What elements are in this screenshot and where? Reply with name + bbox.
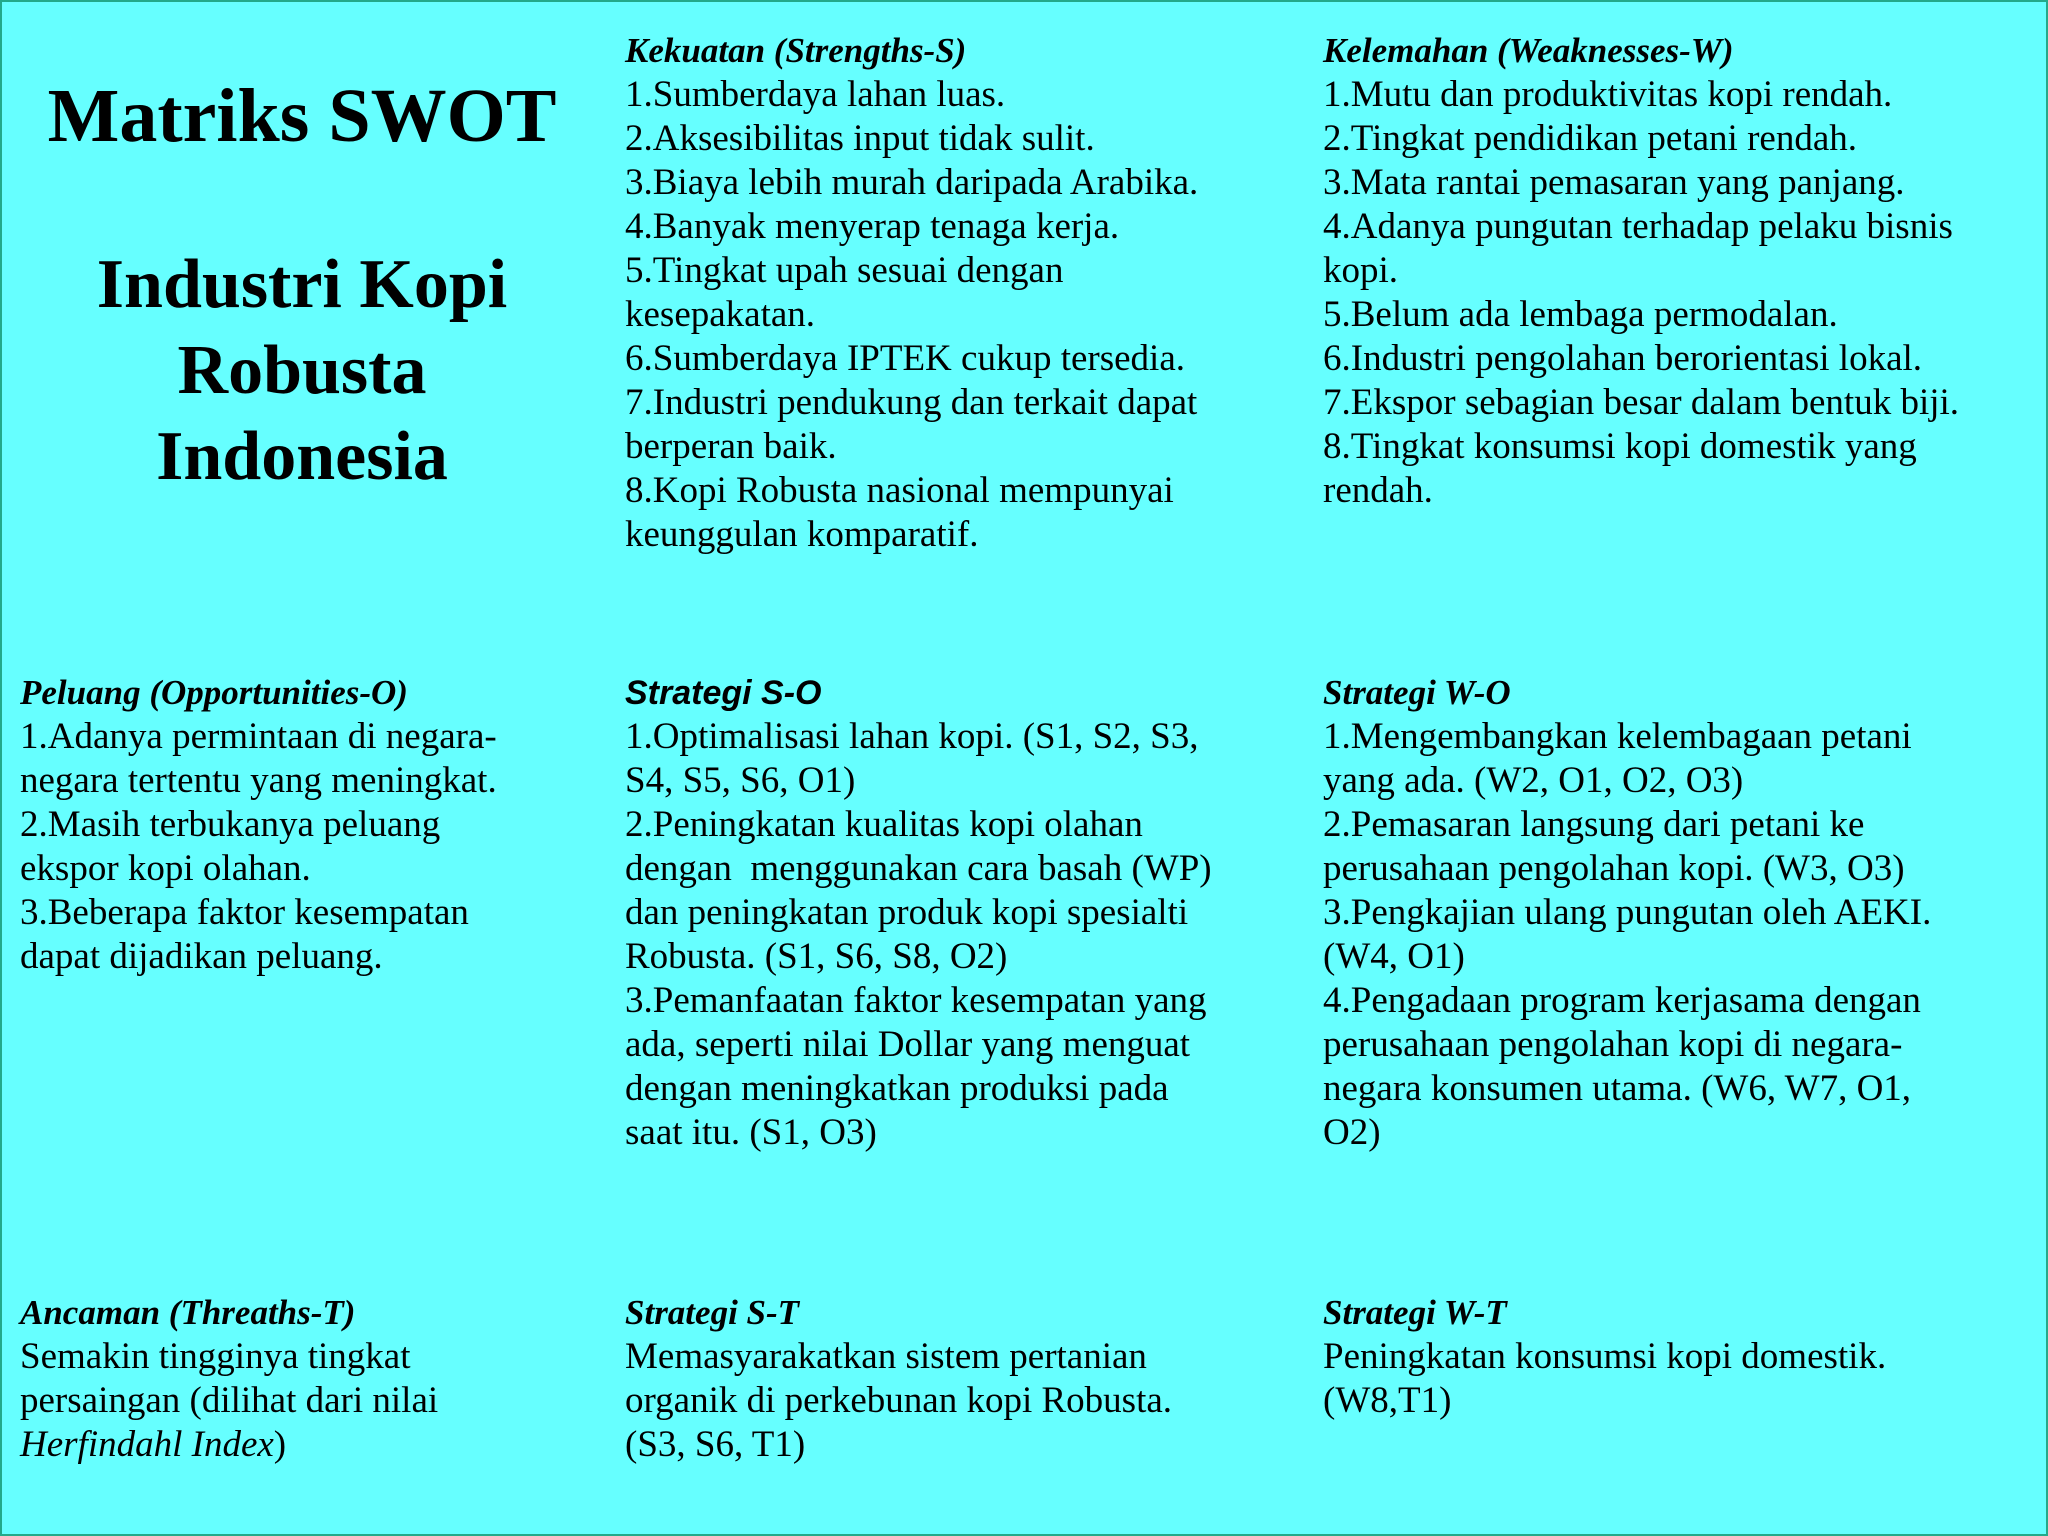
herfindahl-term: Herfindahl Index — [20, 1424, 274, 1465]
strategy-so-item: 2.Peningkatan kualitas kopi olahan — [625, 804, 1143, 845]
threat-item-last — [20, 1423, 600, 1467]
threats-cell — [20, 1293, 600, 1467]
matrix-subtitle — [14, 242, 590, 500]
strategy-so-item: ada, seperti nilai Dollar yang menguat — [625, 1024, 1191, 1065]
weakness-item: 6.Industri pengolahan berorientasi lokal. — [1323, 338, 1923, 379]
opportunity-item: 2.Masih terbukanya peluang — [20, 804, 441, 845]
strategy-wt-cell — [1323, 1293, 2038, 1423]
subtitle-line: Indonesia — [156, 418, 448, 495]
opportunities-heading: Peluang (Opportunities-O) — [20, 673, 408, 712]
threat-item: Semakin tingginya tingkat — [20, 1336, 411, 1377]
weakness-item: 1.Mutu dan produktivitas kopi rendah. — [1323, 74, 1893, 115]
strengths-cell — [625, 31, 1285, 557]
opportunity-item: dapat dijadikan peluang. — [20, 936, 383, 977]
strengths-heading: Kekuatan (Strengths-S) — [625, 31, 967, 70]
strategy-st-heading: Strategi S-T — [625, 1293, 800, 1332]
strategy-so-item: 1.Optimalisasi lahan kopi. (S1, S2, S3, — [625, 716, 1199, 757]
strategy-st-item: organik di perkebunan kopi Robusta. — [625, 1380, 1173, 1421]
opportunity-item: 3.Beberapa faktor kesempatan — [20, 892, 469, 933]
opportunity-item: negara tertentu yang meningkat. — [20, 760, 497, 801]
strength-item: 5.Tingkat upah sesuai dengan — [625, 250, 1064, 291]
matrix-title: Matriks SWOT — [47, 74, 557, 158]
opportunities-cell — [20, 673, 600, 979]
opportunity-item: 1.Adanya permintaan di negara- — [20, 716, 497, 757]
weakness-item: kopi. — [1323, 250, 1399, 291]
strategy-wo-item: 2.Pemasaran langsung dari petani ke — [1323, 804, 1865, 845]
strategy-wo-item: O2) — [1323, 1112, 1381, 1153]
weakness-item: 2.Tingkat pendidikan petani rendah. — [1323, 118, 1858, 159]
strategy-so-item: dan peningkatan produk kopi spesialti — [625, 892, 1189, 933]
strength-item: 2.Aksesibilitas input tidak sulit. — [625, 118, 1095, 159]
strategy-so-cell — [625, 673, 1305, 1155]
strategy-so-item: 3.Pemanfaatan faktor kesempatan yang — [625, 980, 1207, 1021]
strategy-so-item: S4, S5, S6, O1) — [625, 760, 856, 801]
strategy-so-item: Robusta. (S1, S6, S8, O2) — [625, 936, 1008, 977]
weakness-item: 7.Ekspor sebagian besar dalam bentuk biji. — [1323, 382, 1960, 423]
strength-item: 7.Industri pendukung dan terkait dapat — [625, 382, 1198, 423]
threat-item: persaingan (dilihat dari nilai — [20, 1380, 439, 1421]
strategy-wt-item: (W8,T1) — [1323, 1380, 1452, 1421]
strategy-wo-item: perusahaan pengolahan kopi. (W3, O3) — [1323, 848, 1905, 889]
strategy-wo-item: 3.Pengkajian ulang pungutan oleh AEKI. — [1323, 892, 1932, 933]
strength-item: kesepakatan. — [625, 294, 816, 335]
strategy-wo-item: 4.Pengadaan program kerjasama dengan — [1323, 980, 1921, 1021]
strategy-st-cell — [625, 1293, 1305, 1467]
opportunity-item: ekspor kopi olahan. — [20, 848, 311, 889]
strategy-wo-item: negara konsumen utama. (W6, W7, O1, — [1323, 1068, 1912, 1109]
strategy-so-item: dengan menggunakan cara basah (WP) — [625, 848, 1212, 889]
strategy-wt-item: Peningkatan konsumsi kopi domestik. — [1323, 1336, 1887, 1377]
weakness-item: 4.Adanya pungutan terhadap pelaku bisnis — [1323, 206, 1953, 247]
strategy-so-item: saat itu. (S1, O3) — [625, 1112, 877, 1153]
strategy-wo-item: yang ada. (W2, O1, O2, O3) — [1323, 760, 1744, 801]
threats-heading: Ancaman (Threaths-T) — [20, 1293, 356, 1332]
weaknesses-heading: Kelemahan (Weaknesses-W) — [1323, 31, 1734, 70]
strategy-so-heading: Strategi S-O — [625, 674, 822, 712]
strategy-wo-item: perusahaan pengolahan kopi di negara- — [1323, 1024, 1903, 1065]
strategy-wo-item: 1.Mengembangkan kelembagaan petani — [1323, 716, 1912, 757]
strength-item: 8.Kopi Robusta nasional mempunyai — [625, 470, 1174, 511]
strategy-wt-heading: Strategi W-T — [1323, 1293, 1507, 1332]
title-block — [14, 72, 590, 500]
strength-item: berperan baik. — [625, 426, 837, 467]
weakness-item: rendah. — [1323, 470, 1433, 511]
strategy-wo-item: (W4, O1) — [1323, 936, 1465, 977]
threat-closing: ) — [273, 1424, 287, 1465]
strength-item: 4.Banyak menyerap tenaga kerja. — [625, 206, 1120, 247]
weakness-item: 8.Tingkat konsumsi kopi domestik yang — [1323, 426, 1917, 467]
strength-item: 6.Sumberdaya IPTEK cukup tersedia. — [625, 338, 1185, 379]
strategy-wo-heading: Strategi W-O — [1323, 673, 1511, 712]
subtitle-line: Robusta — [177, 332, 427, 409]
strategy-wo-cell — [1323, 673, 2038, 1155]
strategy-st-item: (S3, S6, T1) — [625, 1424, 806, 1465]
strategy-so-item: dengan meningkatkan produksi pada — [625, 1068, 1169, 1109]
strength-item: keunggulan komparatif. — [625, 514, 979, 555]
weakness-item: 5.Belum ada lembaga permodalan. — [1323, 294, 1838, 335]
strategy-st-item: Memasyarakatkan sistem pertanian — [625, 1336, 1147, 1377]
strength-item: 3.Biaya lebih murah daripada Arabika. — [625, 162, 1199, 203]
subtitle-line: Industri Kopi — [96, 246, 508, 323]
weakness-item: 3.Mata rantai pemasaran yang panjang. — [1323, 162, 1905, 203]
weaknesses-cell — [1323, 31, 2038, 513]
strength-item: 1.Sumberdaya lahan luas. — [625, 74, 1006, 115]
